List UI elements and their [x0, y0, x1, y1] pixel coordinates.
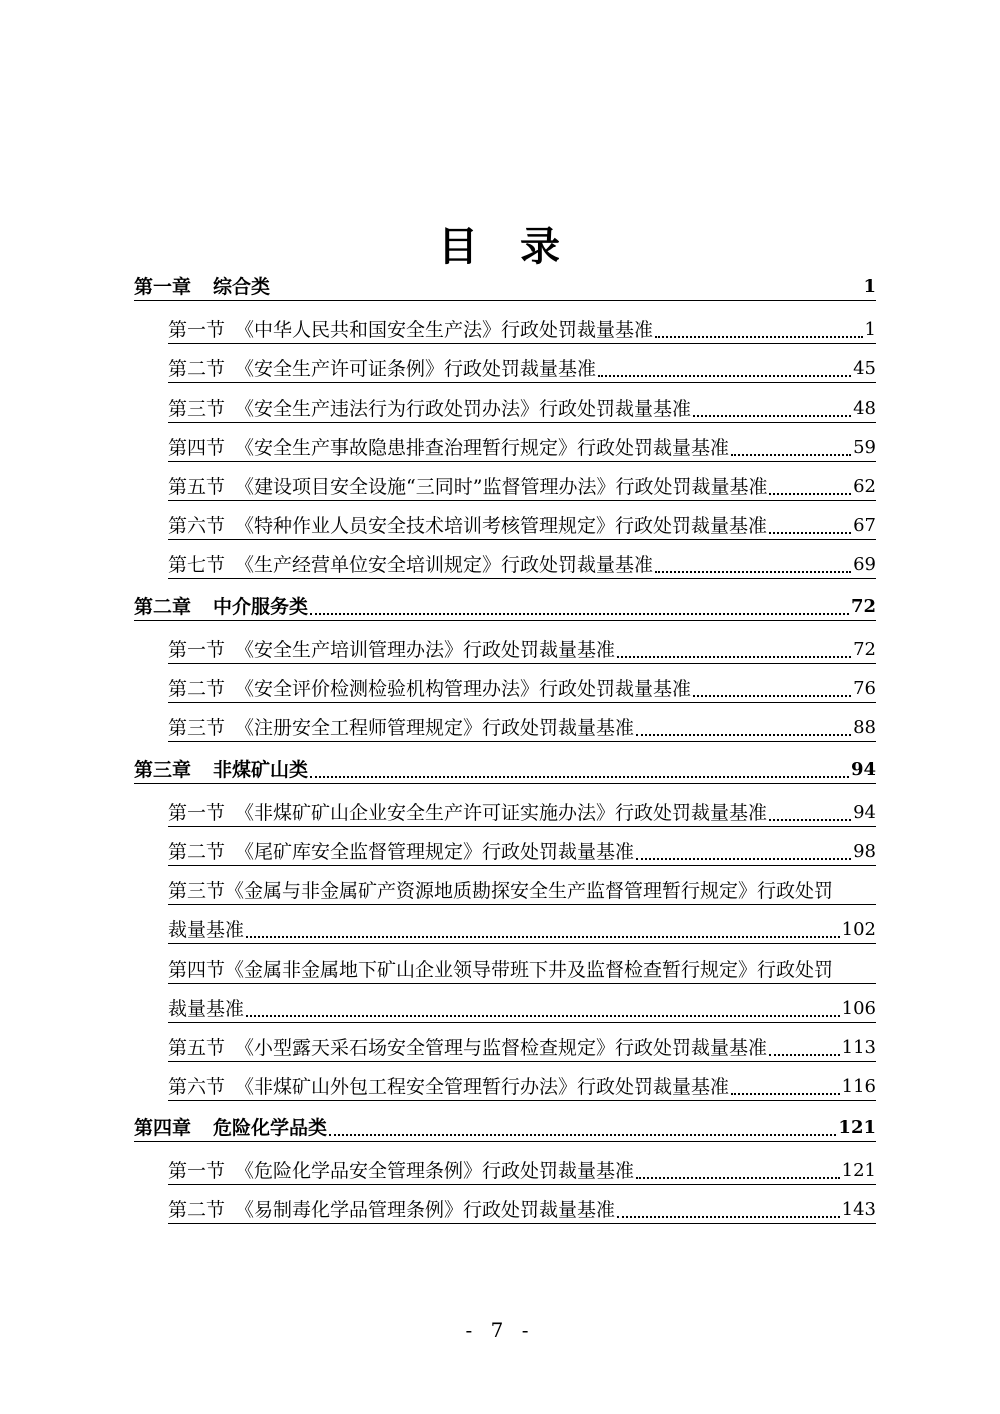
dot-leader: [246, 936, 840, 938]
dot-leader: [731, 1093, 840, 1095]
dot-leader: [769, 493, 851, 495]
section-label: 第四节: [168, 959, 226, 981]
page-footer-number: - 7 -: [465, 1318, 535, 1342]
dot-leader: [636, 1177, 840, 1179]
section-title: 《安全生产许可证条例》行政处罚裁量基准: [235, 358, 597, 380]
toc-chapter-4[interactable]: [134, 1113, 876, 1142]
section-label: 第五节: [168, 1037, 226, 1059]
section-title: 《安全生产违法行为行政处罚办法》行政处罚裁量基准: [235, 398, 692, 420]
section-title: 《金属与非金属矿产资源地质勘探安全生产监督管理暂行规定》行政处罚: [225, 880, 834, 902]
toc-section-3-1[interactable]: [168, 798, 876, 827]
section-title: 《非煤矿矿山企业安全生产许可证实施办法》行政处罚裁量基准: [235, 802, 768, 824]
dot-leader: [598, 375, 851, 377]
section-title: 《注册安全工程师管理规定》行政处罚裁量基准: [235, 717, 635, 739]
toc-section-4-2[interactable]: [168, 1195, 876, 1224]
page-number: 62: [853, 476, 876, 497]
section-title: 《生产经营单位安全培训规定》行政处罚裁量基准: [235, 554, 654, 576]
dot-leader: [655, 571, 851, 573]
chapter-title: 中介服务类: [213, 596, 309, 618]
section-label: 第二节: [168, 1199, 226, 1221]
section-title: 《建设项目安全设施“三同时”监督管理办法》行政处罚裁量基准: [235, 476, 768, 498]
dot-leader: [310, 776, 849, 778]
page-number: 113: [841, 1037, 876, 1058]
page-number: 102: [841, 919, 876, 940]
section-title: 《安全生产事故隐患排查治理暂行规定》行政处罚裁量基准: [235, 437, 730, 459]
section-title: 《危险化学品安全管理条例》行政处罚裁量基准: [235, 1160, 635, 1182]
toc-section-2-1[interactable]: [168, 635, 876, 664]
section-label: 第一节: [168, 802, 226, 824]
section-title: 《安全评价检测检验机构管理办法》行政处罚裁量基准: [235, 678, 692, 700]
toc-section-2-2[interactable]: [168, 674, 876, 703]
section-label: 第二节: [168, 678, 226, 700]
page-number: 94: [853, 802, 876, 823]
section-title: 《特种作业人员安全技术培训考核管理规定》行政处罚裁量基准: [235, 515, 768, 537]
toc-section-3-5[interactable]: [168, 1033, 876, 1062]
dot-leader: [693, 415, 851, 417]
toc-section-3-2[interactable]: [168, 837, 876, 866]
section-label: 第一节: [168, 639, 226, 661]
chapter-label: 第三章: [134, 759, 192, 781]
dot-leader: [636, 734, 851, 736]
section-label: 第一节: [168, 319, 226, 341]
toc-section-1-1[interactable]: [168, 315, 876, 344]
page-number: 121: [841, 1160, 876, 1181]
page-number: 121: [838, 1117, 876, 1138]
toc-section-4-1[interactable]: [168, 1156, 876, 1185]
dot-leader: [617, 656, 851, 658]
section-title: 《小型露天采石场安全管理与监督检查规定》行政处罚裁量基准: [235, 1037, 768, 1059]
page-number: 72: [853, 639, 876, 660]
section-title-cont: 裁量基准: [168, 998, 245, 1020]
section-label: 第七节: [168, 554, 226, 576]
section-title: 《金属非金属地下矿山企业领导带班下井及监督检查暂行规定》行政处罚: [225, 959, 834, 981]
dot-leader: [769, 1054, 840, 1056]
page-number: 59: [853, 437, 876, 458]
toc-section-1-2[interactable]: [168, 354, 876, 383]
section-label: 第二节: [168, 841, 226, 863]
toc-section-1-4[interactable]: [168, 433, 876, 462]
section-label: 第二节: [168, 358, 226, 380]
dot-leader: [310, 613, 849, 615]
toc-section-1-3[interactable]: [168, 394, 876, 423]
page-number: 69: [853, 554, 876, 575]
dot-leader: [329, 1134, 836, 1136]
toc-section-3-4[interactable]: [168, 955, 876, 984]
toc-section-1-6[interactable]: [168, 511, 876, 540]
dot-leader: [693, 695, 851, 697]
chapter-label: 第二章: [134, 596, 192, 618]
toc-section-1-5[interactable]: [168, 472, 876, 501]
chapter-title: 综合类: [213, 276, 271, 298]
toc-chapter-1[interactable]: [134, 272, 876, 301]
section-label: 第四节: [168, 437, 226, 459]
page-number: 98: [853, 841, 876, 862]
chapter-label: 第四章: [134, 1117, 192, 1139]
page-number: 1: [863, 276, 876, 297]
toc-section-2-3[interactable]: [168, 713, 876, 742]
section-title: 《非煤矿山外包工程安全管理暂行办法》行政处罚裁量基准: [235, 1076, 730, 1098]
section-label: 第三节: [168, 717, 226, 739]
page-number: 88: [853, 717, 876, 738]
toc-section-3-4-cont[interactable]: [168, 994, 876, 1023]
dot-leader: [769, 532, 851, 534]
dot-leader: [655, 336, 863, 338]
section-label: 第一节: [168, 1160, 226, 1182]
page-number: 76: [853, 678, 876, 699]
toc-chapter-2[interactable]: [134, 592, 876, 621]
page-number: 143: [841, 1199, 876, 1220]
section-title: 《易制毒化学品管理条例》行政处罚裁量基准: [235, 1199, 616, 1221]
section-title: 《尾矿库安全监督管理规定》行政处罚裁量基准: [235, 841, 635, 863]
section-label: 第六节: [168, 1076, 226, 1098]
dot-leader: [617, 1216, 840, 1218]
page-number: 116: [841, 1076, 876, 1097]
page-number: 48: [853, 398, 876, 419]
dot-leader: [731, 454, 851, 456]
section-label: 第三节: [168, 398, 226, 420]
page-number: 94: [850, 759, 876, 780]
section-label: 第六节: [168, 515, 226, 537]
page-number: 45: [853, 358, 876, 379]
toc-chapter-3[interactable]: [134, 755, 876, 784]
title-char-2: 录: [520, 224, 562, 270]
chapter-label: 第一章: [134, 276, 192, 298]
dot-leader: [246, 1015, 840, 1017]
chapter-title: 危险化学品类: [213, 1117, 328, 1139]
toc-section-3-3[interactable]: [168, 876, 876, 905]
section-title-cont: 裁量基准: [168, 919, 245, 941]
title-char-1: 目: [438, 224, 480, 270]
section-title: 《安全生产培训管理办法》行政处罚裁量基准: [235, 639, 616, 661]
page-number: 106: [841, 998, 876, 1019]
toc-section-3-6[interactable]: [168, 1072, 876, 1101]
chapter-title: 非煤矿山类: [213, 759, 309, 781]
page-number: 72: [850, 596, 876, 617]
toc-section-3-3-cont[interactable]: [168, 915, 876, 944]
toc-section-1-7[interactable]: [168, 550, 876, 579]
page-number: 1: [864, 319, 876, 340]
section-label: 第三节: [168, 880, 226, 902]
section-title: 《中华人民共和国安全生产法》行政处罚裁量基准: [235, 319, 654, 341]
page-number: 67: [853, 515, 876, 536]
section-label: 第五节: [168, 476, 226, 498]
dot-leader: [636, 858, 851, 860]
dot-leader: [769, 819, 851, 821]
